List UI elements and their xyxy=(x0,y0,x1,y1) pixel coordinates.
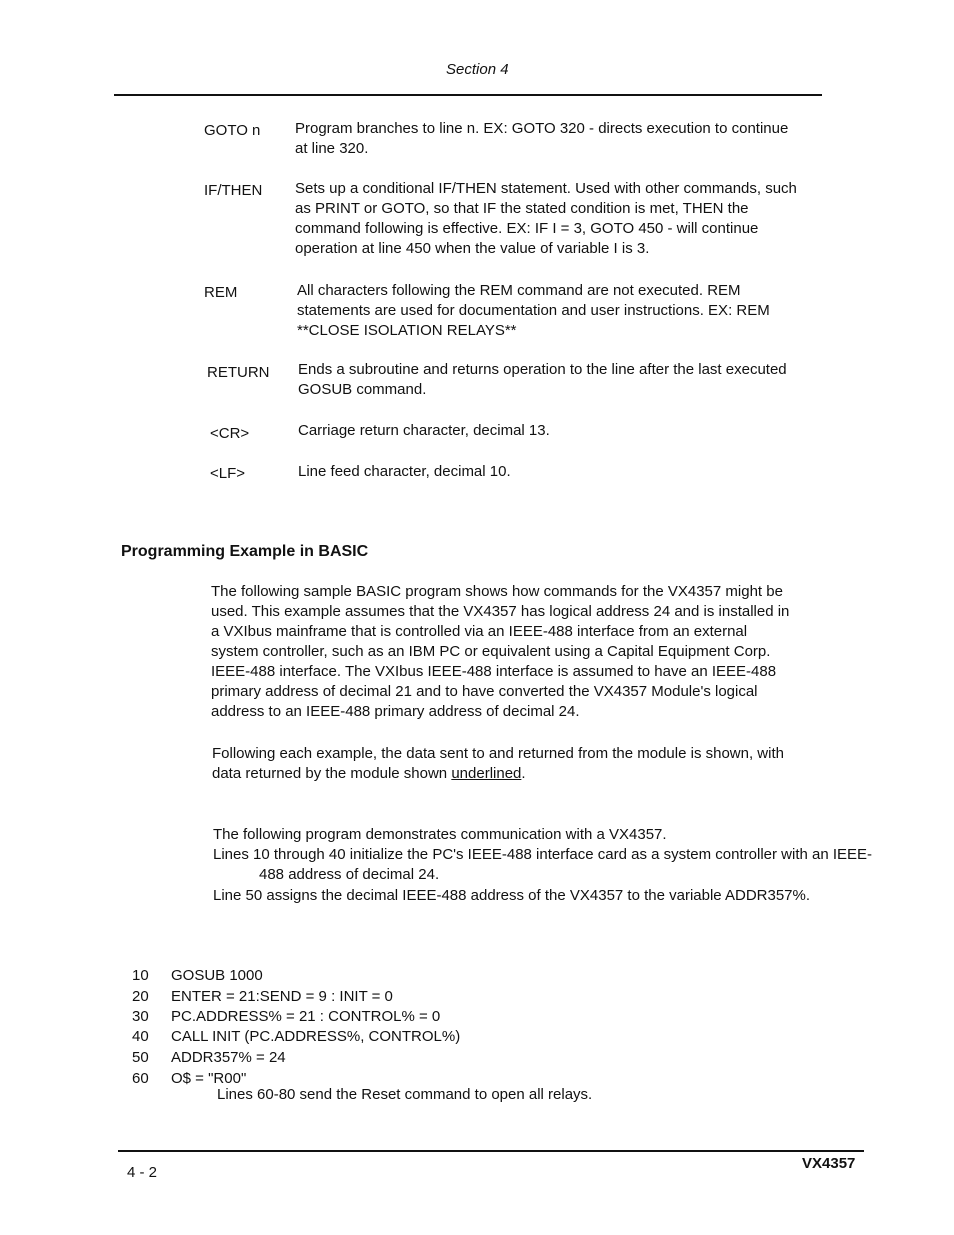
footer-rule xyxy=(118,1150,864,1152)
data-convention-paragraph xyxy=(212,744,852,784)
description-line: Line feed character, decimal 10. xyxy=(298,463,511,480)
section-heading: Programming Example in BASIC xyxy=(121,543,369,560)
code-line xyxy=(132,1007,732,1028)
line-number: 60 xyxy=(132,1070,149,1087)
paragraph-line: used. This example assumes that the VX4357 has logical address 24 and is installed in xyxy=(211,603,790,620)
code-statement: GOSUB 1000 xyxy=(171,967,263,984)
command-term: IF/THEN xyxy=(204,182,263,199)
description-line: Ends a subroutine and returns operation to the line after the last executed xyxy=(298,361,787,378)
underlined-word: underlined xyxy=(451,765,522,782)
code-statement: ADDR357% = 24 xyxy=(171,1049,286,1066)
command-term: <LF> xyxy=(210,465,246,482)
command-description xyxy=(298,462,858,482)
description-line: **CLOSE ISOLATION RELAYS** xyxy=(297,322,517,339)
code-statement: PC.ADDRESS% = 21 : CONTROL% = 0 xyxy=(171,1008,441,1025)
description-line: as PRINT or GOTO, so that IF the stated condition is met, THEN the xyxy=(295,200,749,217)
paragraph-line: a VXIbus mainframe that is controlled via an IEEE-488 interface from an external xyxy=(211,623,748,640)
product-name: VX4357 xyxy=(802,1155,856,1172)
section-title: Section 4 xyxy=(446,61,509,78)
code-line xyxy=(132,1027,732,1048)
program-note: Lines 10 through 40 initialize the PC's IEEE-488 interface card as a system controller with an IEEE-488 address of decimal 24. xyxy=(213,846,873,883)
paragraph-text: . xyxy=(521,765,526,782)
description-line: command following is effective. EX: IF I = 3, GOTO 450 - will continue xyxy=(295,220,759,237)
paragraph-line: address to an IEEE-488 primary address of decimal 24. xyxy=(211,703,580,720)
description-line: Program branches to line n. EX: GOTO 320 - directs execution to continue xyxy=(295,120,789,137)
line-number: 50 xyxy=(132,1049,149,1066)
line-number: 20 xyxy=(132,988,149,1005)
description-line: Carriage return character, decimal 13. xyxy=(298,422,550,439)
code-statement: O$ = "R00" xyxy=(171,1070,247,1087)
paragraph-line: The following sample BASIC program shows how commands for the VX4357 might be xyxy=(211,583,783,600)
command-description xyxy=(297,281,857,341)
code-statement: CALL INIT (PC.ADDRESS%, CONTROL%) xyxy=(171,1028,461,1045)
description-line: at line 320. xyxy=(295,140,369,157)
command-term: <CR> xyxy=(210,425,250,442)
page-number: 4 - 2 xyxy=(127,1164,158,1181)
command-description xyxy=(298,360,858,400)
paragraph-line: IEEE-488 interface. The VXIbus IEEE-488 interface is assumed to have an IEEE-488 xyxy=(211,663,777,680)
line-number: 40 xyxy=(132,1028,149,1045)
command-term: RETURN xyxy=(207,364,270,381)
description-line: operation at line 450 when the value of variable I is 3. xyxy=(295,240,650,257)
header-rule xyxy=(114,94,822,96)
line-number: 10 xyxy=(132,967,149,984)
intro-paragraph xyxy=(211,582,851,722)
paragraph-line: primary address of decimal 21 and to have converted the VX4357 Module's logical xyxy=(211,683,758,700)
command-description xyxy=(298,421,858,441)
paragraph-line: Following each example, the data sent to and returned from the module is shown, with xyxy=(212,745,784,762)
command-term: REM xyxy=(204,284,238,301)
command-description xyxy=(295,119,855,159)
code-comment: Lines 60-80 send the Reset command to open all relays. xyxy=(217,1086,593,1103)
code-line xyxy=(132,966,732,987)
code-line xyxy=(132,1048,732,1069)
description-line: GOSUB command. xyxy=(298,381,427,398)
description-line: Sets up a conditional IF/THEN statement. Used with other commands, such xyxy=(295,180,797,197)
command-term: GOTO n xyxy=(204,122,261,139)
program-note: Line 50 assigns the decimal IEEE-488 address of the VX4357 to the variable ADDR357%. xyxy=(213,887,811,904)
line-number: 30 xyxy=(132,1008,149,1025)
command-description xyxy=(295,179,855,259)
description-line: statements are used for documentation and user instructions. EX: REM xyxy=(297,302,770,319)
program-intro: The following program demonstrates communication with a VX4357. xyxy=(213,826,667,843)
paragraph-line: system controller, such as an IBM PC or equivalent using a Capital Equipment Corp. xyxy=(211,643,771,660)
description-line: All characters following the REM command are not executed. REM xyxy=(297,282,741,299)
code-statement: ENTER = 21:SEND = 9 : INIT = 0 xyxy=(171,988,393,1005)
paragraph-text: data returned by the module shown xyxy=(212,765,452,782)
paragraph-line xyxy=(212,764,852,784)
code-line xyxy=(132,987,732,1008)
